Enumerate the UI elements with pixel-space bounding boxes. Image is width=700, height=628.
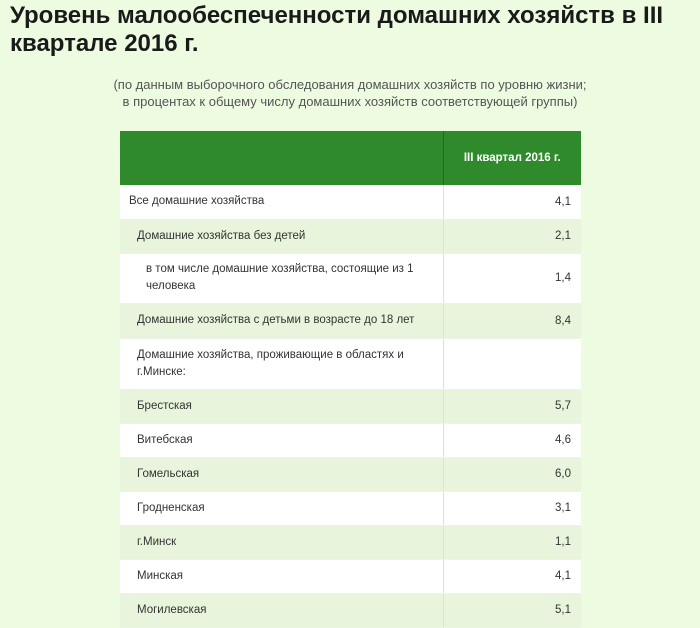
table-row <box>120 423 581 457</box>
row-label: в том числе домашние хозяйства, состоящие из 1 человека <box>120 253 443 303</box>
table-row <box>120 491 581 525</box>
row-label: Брестская <box>120 389 443 423</box>
table-row <box>120 338 581 389</box>
table-row <box>120 525 581 559</box>
row-value: 1,4 <box>443 253 581 303</box>
row-label: Могилевская <box>120 593 443 627</box>
table-row <box>120 457 581 491</box>
row-value: 8,4 <box>443 303 581 338</box>
table-row <box>120 185 581 219</box>
row-label: Все домашние хозяйства <box>120 185 443 219</box>
row-value: 2,1 <box>443 219 581 253</box>
page-title: Уровень малообеспеченности домашних хозяйств в III квартале 2016 г. <box>10 2 664 57</box>
row-label: Домашние хозяйства без детей <box>120 219 443 253</box>
row-value: 5,7 <box>443 389 581 423</box>
row-label: Домашние хозяйства с детьми в возрасте до 18 лет <box>120 303 443 338</box>
row-value: 4,6 <box>443 423 581 457</box>
poverty-table <box>120 131 581 628</box>
table-row <box>120 219 581 253</box>
table-row <box>120 593 581 627</box>
row-value: 1,1 <box>443 525 581 559</box>
header-label-cell <box>120 131 443 185</box>
table-subtitle <box>0 76 700 110</box>
row-value: 5,1 <box>443 593 581 627</box>
row-label: г.Минск <box>120 525 443 559</box>
subtitle-line-2: в процентах к общему числу домашних хозяйств соответствующей группы) <box>122 94 578 109</box>
subtitle-line-1: (по данным выборочного обследования домашних хозяйств по уровню жизни; <box>113 77 587 92</box>
row-value <box>443 338 581 389</box>
row-label: Гродненская <box>120 491 443 525</box>
table-row <box>120 303 581 338</box>
table-row <box>120 559 581 593</box>
header-period-cell: III квартал 2016 г. <box>443 131 581 185</box>
row-label: Витебская <box>120 423 443 457</box>
table-row <box>120 253 581 303</box>
table-header-row <box>120 131 581 185</box>
row-value: 6,0 <box>443 457 581 491</box>
table-row <box>120 389 581 423</box>
row-value: 4,1 <box>443 559 581 593</box>
row-label: Домашние хозяйства, проживающие в областях и г.Минске: <box>120 338 443 389</box>
row-label: Минская <box>120 559 443 593</box>
row-value: 4,1 <box>443 185 581 219</box>
row-value: 3,1 <box>443 491 581 525</box>
row-label: Гомельская <box>120 457 443 491</box>
